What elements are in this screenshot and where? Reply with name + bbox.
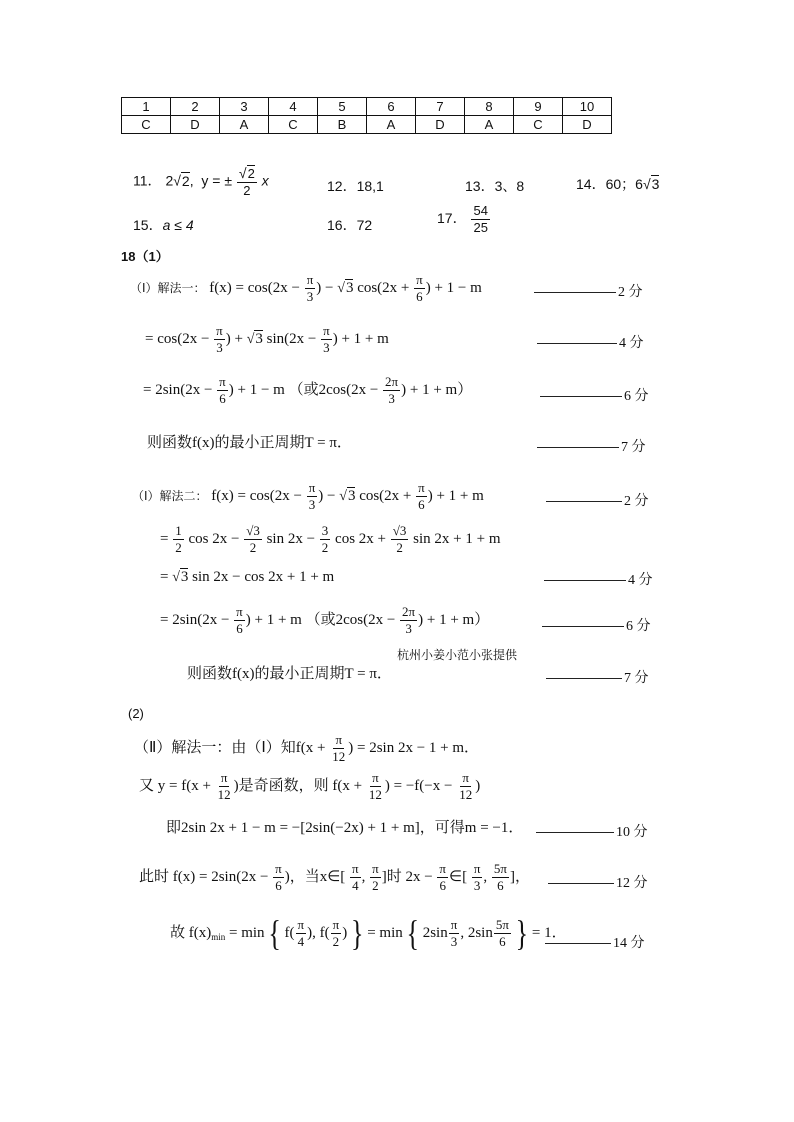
- table-cell: 2: [171, 98, 220, 116]
- answer-14: 14．60；6√3: [576, 176, 660, 192]
- m1-line-4: 则函数f(x)的最小正周期T = π．: [147, 435, 352, 451]
- answer-table-number-row: [122, 98, 612, 116]
- answer-15: 15．a ≤ 4: [133, 217, 194, 233]
- m2-line-3: = √3 sin 2x − cos 2x + 1 + m: [160, 569, 335, 585]
- m2-line-5: 则函数f(x)的最小正周期T = π．: [187, 666, 392, 682]
- table-cell: D: [171, 116, 220, 134]
- score-2b: 2 分: [546, 490, 649, 510]
- answer-11: 11． 2√2, y = ± $\frac{√2}{2}$ x: [133, 165, 269, 198]
- score-6b: 6 分: [542, 615, 651, 635]
- table-cell: 4: [269, 98, 318, 116]
- score-7b: 7 分: [546, 667, 649, 687]
- table-cell: 1: [122, 98, 171, 116]
- answer-16: 16．72: [327, 217, 373, 233]
- table-cell: 9: [514, 98, 563, 116]
- table-cell: 7: [416, 98, 465, 116]
- table-cell: D: [563, 116, 612, 134]
- table-cell: D: [416, 116, 465, 134]
- score-4: 4 分: [537, 332, 644, 352]
- m2-line-1: （Ⅰ）解法二： f(x) = cos(2x − $\frac{\pi}{3}$ ) − √3 cos(2x + $\frac{\pi}{6}$ ) + 1 + m: [132, 480, 484, 512]
- answer-12: 12．18,1: [327, 178, 384, 194]
- table-cell: C: [514, 116, 563, 134]
- p2-line-3: 即2sin 2x + 1 − m = −[2sin(−2x) + 1 + m]，可得m = −1．: [166, 820, 524, 836]
- score-4b: 4 分: [544, 569, 653, 589]
- answer-table: [121, 97, 612, 134]
- table-cell: 10: [563, 98, 612, 116]
- p2-line-4: 此时 f(x) = 2sin(2x − $\frac{\pi}{6}$ )，当x∈[ $\frac{\pi}{4}$ , $\frac{\pi}{2}$ ]时 2x − $\frac{\pi}{6}$ ∈[ $\frac{\pi}{3}$ , $\frac{5\pi}{6}$ ]，: [139, 861, 530, 893]
- m1-line-3: = 2sin(2x − $\frac{\pi}{6}$ ) + 1 − m （或2cos(2x − $\frac{2\pi}{3}$ ) + 1 + m）: [143, 374, 473, 406]
- m1-line-1: （Ⅰ）解法一： f(x) = cos(2x − $\frac{\pi}{3}$ ) − √3 cos(2x + $\frac{\pi}{6}$ ) + 1 − m: [130, 272, 482, 304]
- score-10: 10 分: [536, 821, 648, 841]
- p2-line-1: （Ⅱ）解法一：由（Ⅰ）知f(x + $\frac{\pi}{12}$ ) = 2sin 2x − 1 + m．: [134, 732, 480, 764]
- answer-17: 17． $\frac{54}{25}$: [437, 203, 488, 235]
- table-cell: B: [318, 116, 367, 134]
- p2-line-5: 故 $f(x)_{min} = \min$ { f( $\frac{\pi}{4}$ ), f( $\frac{\pi}{2}$ ) } = min { 2sin $\frac{\pi}{3}$ , 2sin $\frac{5\pi}{6}$ } = 1．: [170, 912, 567, 954]
- table-cell: C: [269, 116, 318, 134]
- table-cell: 3: [220, 98, 269, 116]
- score-6: 6 分: [540, 385, 649, 405]
- m1-line-2: = cos(2x − $\frac{\pi}{3}$ ) + √3 sin(2x − $\frac{\pi}{3}$ ) + 1 + m: [145, 323, 389, 355]
- table-cell: 5: [318, 98, 367, 116]
- table-cell: 8: [465, 98, 514, 116]
- table-cell: C: [122, 116, 171, 134]
- m2-line-2: = $\frac{1}{2}$ cos 2x − $\frac{√3}{2}$ sin 2x − $\frac{3}{2}$ cos 2x + $\frac{√3}{2}$ sin 2x + 1 + m: [160, 523, 501, 555]
- table-cell: A: [367, 116, 416, 134]
- p2-line-2: 又 y = f(x + $\frac{\pi}{12}$ )是奇函数，则 f(x + $\frac{\pi}{12}$ ) = −f(−x − $\frac{\pi}{12}$ ): [139, 770, 481, 802]
- table-cell: A: [465, 116, 514, 134]
- table-cell: A: [220, 116, 269, 134]
- answer-table-answer-row: [122, 116, 612, 134]
- score-12: 12 分: [548, 872, 648, 892]
- part-2-title: (2): [128, 706, 144, 721]
- score-7: 7 分: [537, 436, 646, 456]
- score-14: 14 分: [545, 932, 645, 952]
- score-2: 2 分: [534, 281, 643, 301]
- q18-title: 18（1）: [121, 249, 169, 264]
- answer-13: 13．3、8: [465, 178, 525, 194]
- table-cell: 6: [367, 98, 416, 116]
- contributor-note: 杭州小姜小范小张提供: [397, 648, 518, 662]
- m2-line-4: = 2sin(2x − $\frac{\pi}{6}$ ) + 1 + m （或2cos(2x − $\frac{2\pi}{3}$ ) + 1 + m）: [160, 604, 490, 636]
